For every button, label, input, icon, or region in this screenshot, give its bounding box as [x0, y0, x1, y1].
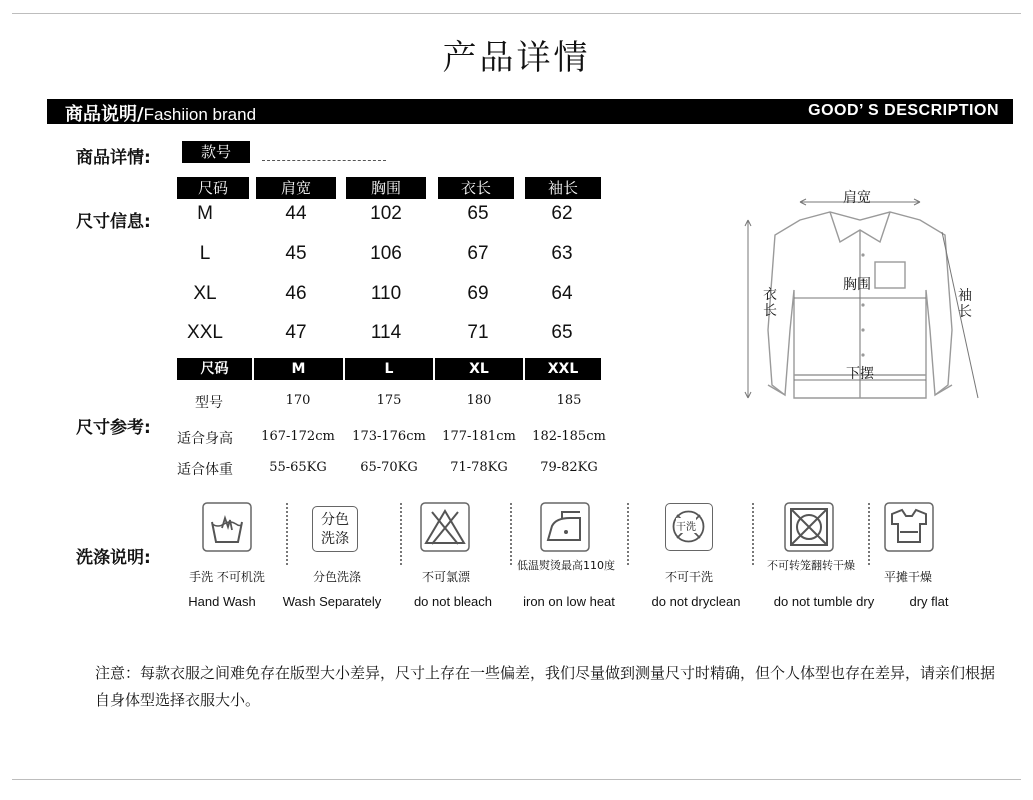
size-note: 注意：每款衣服之间难免存在版型大小差异，尺寸上存在一些偏差，我们尽量做到测量尺寸时精确，但个人体型也存在差异，请亲们根据自身体型选择衣服大小。	[95, 664, 996, 709]
wash-caption-cn: 分色洗涤	[312, 570, 361, 584]
size-cell: 63	[551, 243, 573, 264]
no-tumble-dry-icon	[784, 502, 834, 552]
hand-wash-icon	[202, 502, 252, 552]
size-cell: 69	[467, 283, 489, 304]
wash-separator	[627, 503, 629, 565]
size-cell: XL	[193, 283, 217, 304]
size-cell: 46	[285, 283, 307, 304]
wash-caption-en: do not dryclean	[651, 594, 741, 609]
hem-label: 下摆	[846, 366, 874, 382]
header-right: GOOD’ S DESCRIPTION	[808, 102, 999, 119]
wash-separator	[868, 503, 870, 565]
size-cell: 71	[467, 322, 489, 343]
wash-caption-en: do not tumble dry	[773, 594, 875, 609]
size-col-header: 袖长	[525, 177, 601, 199]
size-ref-cell: 173-176cm	[352, 429, 426, 444]
size-cell: 114	[370, 322, 402, 343]
header-left-en: Fashiion brand	[143, 105, 257, 124]
wash-separator	[286, 503, 288, 565]
wash-caption-en: Wash Separately	[282, 594, 382, 609]
header-left	[65, 100, 256, 126]
size-ref-cell: 175	[376, 393, 402, 408]
size-ref-cell: 177-181cm	[442, 429, 516, 444]
header-separator: /	[137, 104, 144, 125]
size-cell: 67	[467, 243, 489, 264]
size-cell: 106	[370, 243, 402, 264]
iron-low-icon	[540, 502, 590, 552]
size-cell: XXL	[187, 322, 223, 343]
details-label: 商品详情:	[76, 148, 151, 168]
size-cell: 65	[467, 203, 489, 224]
wash-caption-en: dry flat	[909, 594, 949, 609]
wash-caption-en: do not bleach	[413, 594, 493, 609]
header-left-cn: 商品说明	[65, 104, 137, 125]
wash-caption-cn: 不可氯漂	[421, 570, 470, 584]
wash-separately-icon-text: 分色洗涤	[321, 512, 349, 547]
size-ref-cell: 182-185cm	[532, 429, 606, 444]
dry-flat-icon	[884, 502, 934, 552]
page-title: 产品详情	[442, 38, 591, 78]
size-cell: M	[197, 203, 213, 224]
bottom-divider	[12, 779, 1021, 780]
length-label: 衣长	[763, 287, 777, 319]
wash-label: 洗涤说明:	[76, 548, 151, 568]
size-cell: 45	[285, 243, 307, 264]
size-cell: 65	[551, 322, 573, 343]
size-cell: L	[199, 243, 211, 264]
size-ref-col-header: L	[345, 358, 433, 380]
size-ref-row-label: 适合身高	[177, 431, 233, 447]
size-col-header: 衣长	[438, 177, 514, 199]
size-col-header: 尺码	[177, 177, 249, 199]
size-ref-row-label: 适合体重	[177, 462, 233, 478]
wash-separator	[510, 503, 512, 565]
size-ref-col-header: M	[254, 358, 343, 380]
top-divider	[12, 13, 1021, 14]
no-bleach-icon	[420, 502, 470, 552]
size-ref-col-header: XXL	[525, 358, 601, 380]
size-ref-cell: 180	[466, 393, 492, 408]
size-col-header: 胸围	[346, 177, 426, 199]
size-cell: 44	[285, 203, 307, 224]
size-ref-label: 尺寸参考:	[76, 418, 151, 438]
wash-caption-en: iron on low heat	[523, 594, 615, 609]
size-cell: 62	[551, 203, 573, 224]
size-cell: 102	[370, 203, 402, 224]
size-ref-cell: 55-65KG	[269, 460, 327, 475]
wash-separately-icon	[312, 506, 358, 552]
size-ref-col-header: 尺码	[177, 358, 252, 380]
size-ref-cell: 185	[556, 393, 582, 408]
sleeve-label: 袖长	[958, 288, 972, 320]
size-col-header: 肩宽	[256, 177, 336, 199]
size-ref-cell: 79-82KG	[540, 460, 598, 475]
wash-caption-en: Hand Wash	[188, 594, 256, 609]
wash-separator	[400, 503, 402, 565]
model-chip: 款号	[182, 141, 250, 163]
size-ref-cell: 71-78KG	[450, 460, 508, 475]
size-info-label: 尺寸信息:	[76, 212, 151, 232]
no-dryclean-icon	[665, 503, 713, 551]
size-ref-row-label: 型号	[195, 395, 223, 411]
size-ref-cell: 170	[285, 393, 311, 408]
description-header-bar	[47, 99, 1013, 124]
chest-label: 胸围	[843, 277, 871, 293]
size-ref-col-header: XL	[435, 358, 523, 380]
shoulder-label: 肩宽	[843, 190, 871, 206]
wash-caption-cn: 低温熨烫最高110度	[517, 559, 615, 572]
wash-caption-cn: 手洗 不可机洗	[189, 570, 265, 584]
wash-caption-cn: 不可干洗	[664, 570, 713, 584]
model-number-line	[262, 160, 386, 161]
wash-separator	[752, 503, 754, 565]
size-ref-cell: 65-70KG	[360, 460, 418, 475]
size-cell: 110	[370, 283, 402, 304]
size-cell: 47	[285, 322, 307, 343]
wash-caption-cn: 平摊干燥	[883, 570, 932, 584]
size-ref-cell: 167-172cm	[261, 429, 335, 444]
no-dryclean-icon-text: 干洗	[676, 518, 696, 533]
size-cell: 64	[551, 283, 573, 304]
wash-caption-cn: 不可转笼翻转干燥	[767, 559, 855, 572]
